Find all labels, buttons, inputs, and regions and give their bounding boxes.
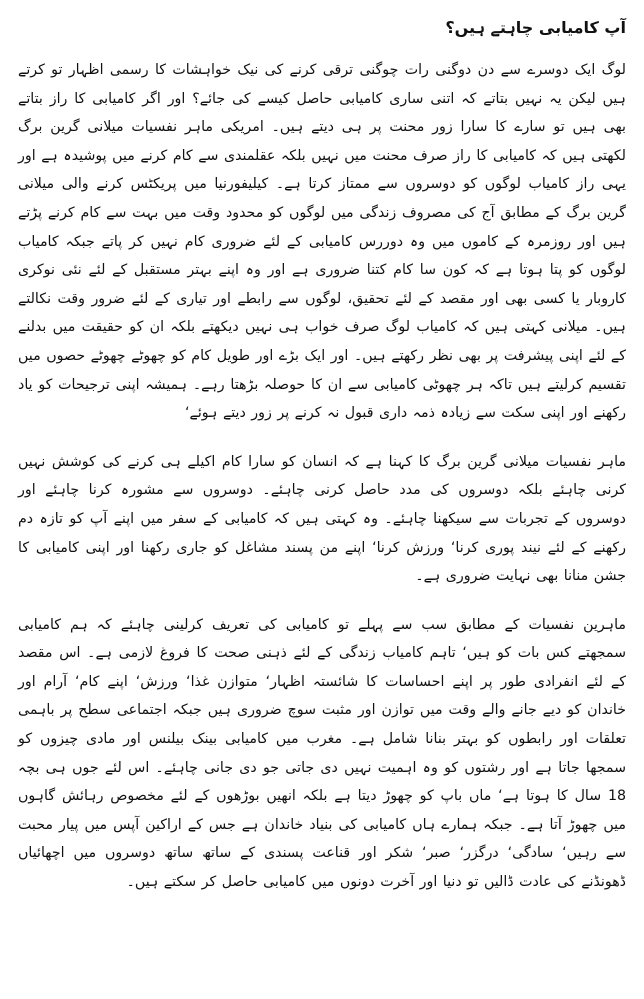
article-title: آپ کامیابی چاہتے ہیں؟ — [445, 18, 626, 37]
paragraph-intro: لوگ ایک دوسرے سے دن دوگنی رات چوگنی ترقی کرنے کی نیک خواہشات کا رسمی اظہار تو کرتے ہیں لیکن یہ نہیں بتاتے کہ اتنی ساری کامیابی حاصل کیسے کی جائے؟ اور اگر کامیابی کا راز بتاتے بھی ہیں تو سارے کا سارا زور محنت پر ہی دیتے ہیں۔ امریکی ماہر نفسیات میلانی گرین برگ لکھتی ہیں کہ کامیابی کا راز صرف محنت میں نہیں بلکہ عقلمندی سے کام کرنے میں پوشیدہ ہے اور یہی راز کامیاب لوگوں کو دوسروں سے ممتاز کرتا ہے۔ کیلیفورنیا میں پریکٹس کرنے والی میلانی گرین برگ کے مطابق آج کی مصروف زندگی میں لوگوں کو محدود وقت میں بہت سے کام کرنے پڑتے ہیں اور روزمرہ کے کاموں میں وہ دوررس کامیابی کے لئے ضروری کام نہیں کر پاتے جبکہ کامیاب لوگوں کو پتا ہوتا ہے کہ کون سا کام کتنا ضروری ہے اور وہ اپنے بہتر مستقبل کے لئے نئی نوکری کاروبار یا کسی بھی اور مقصد کے لئے تحقیق، لوگوں سے رابطے اور تیاری کے لئے ضرور وقت نکالتے ہیں۔ میلانی کہتی ہیں کہ کامیاب لوگ صرف خواب ہی نہیں دیکھتے بلکہ ان کو حقیقت میں بدلنے کے لئے اپنی پیشرفت پر بھی نظر رکھتے ہیں۔ اور ایک بڑے اور طویل کام کو چھوٹے چھوٹے حصوں میں تقسیم کرلیتے ہیں تاکہ ہر چھوٹی کامیابی سے ان کا حوصلہ بڑھتا رہے۔ ہمیشہ اپنی ترجیحات کو یاد رکھنے اور اپنی سکت سے زیادہ ذمہ داری قبول نہ کرنے پر زور دیتے ہوئے‘ — [18, 62, 626, 422]
paragraph-definition: ماہرین نفسیات کے مطابق سب سے پہلے تو کامیابی کی تعریف کرلینی چاہئے کہ ہم کامیابی سمجھتے کس بات کو ہیں‘ تاہم کامیاب زندگی کے لئے ذہنی صحت کا فروغ لازمی ہے۔ اس مقصد کے لئے انفرادی طور پر اپنے احساسات کا شائستہ اظہار‘ متوازن غذا‘ ورزش‘ اپنے کام‘ آرام اور خاندان کو دیے جانے والے وقت میں توازن اور مثبت سوچ ضروری ہیں جبکہ اجتماعی سطح پر باہمی تعلقات اور رابطوں کو بہتر بنانا شامل ہے۔ مغرب میں کامیابی بینک بیلنس اور مادی چیزوں کو سمجھا جاتا ہے اور رشتوں کو وہ اہمیت نہیں دی جاتی جو دی جانی چاہئے۔ اس لئے جوں ہی بچہ 18 سال کا ہوتا ہے‘ ماں باپ کو چھوڑ دیتا ہے بلکہ انھیں بوڑھوں کے لئے مخصوص رہائش گاہوں میں چھوڑ آتا ہے۔ جبکہ ہمارے ہاں کامیابی کی بنیاد خاندان ہے جس کے اراکین آپس میں پیار محبت سے رہیں‘ سادگی‘ درگزر‘ صبر‘ شکر اور قناعت پسندی کے ساتھ ساتھ دوسروں میں اچھائیاں ڈھونڈنے کی عادت ڈالیں تو دنیا اور آخرت دونوں میں کامیابی حاصل کر سکتے ہیں۔ — [18, 616, 626, 891]
article — [18, 16, 626, 991]
paragraph-help: ماہر نفسیات میلانی گرین برگ کا کہنا ہے کہ انسان کو سارا کام اکیلے ہی کرنے کی کوشش نہیں کرنی چاہئے بلکہ دوسروں کی مدد حاصل کرنی چاہئے۔ دوسروں سے مشورہ کرنا چاہئے اور دوسروں کے تجربات سے سیکھنا چاہئے۔ وہ کہتی ہیں کہ کامیابی کے سفر میں اپنے آپ کو تازہ دم رکھنے کے لئے نیند پوری کرنا‘ ورزش کرنا‘ اپنے من پسند مشاغل کو جاری رکھنا اور اپنی کامیابی کا جشن منانا بھی نہایت ضروری ہے۔ — [18, 453, 626, 585]
